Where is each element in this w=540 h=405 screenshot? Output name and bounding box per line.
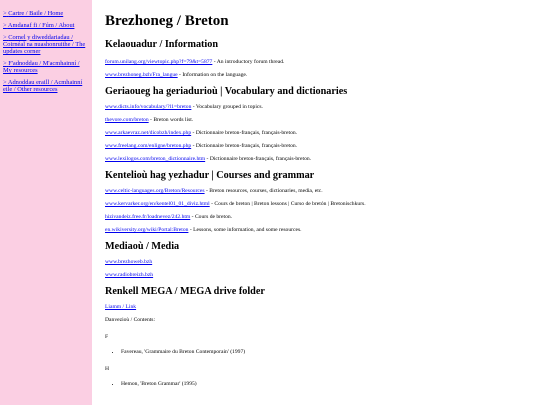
list-item [105,59,535,66]
sidebar-item-label: Cartre / Baile / Home [8,10,64,17]
resource-link[interactable]: www.lexilogos.com/breton_dictionnaire.htm [105,156,206,162]
arrow-icon: > [3,21,7,29]
resource-link[interactable]: thevore.com/breton [105,117,149,123]
arrow-icon: > [3,10,7,17]
mega-folder-link[interactable]: Liamm / Link [105,304,137,310]
sidebar-item-label: Adnoddau eraill / Acmhainní eile / Other resources [3,79,83,94]
resource-link[interactable]: www.brezhoneg.bzh/Fra_langue [105,72,178,78]
resource-link[interactable]: www.kervarker.org/en/kentel01_01_diviz.html [105,201,210,207]
resource-link[interactable]: www.freelang.com/enligne/breton.php [105,143,192,149]
page-title: Brezhoneg / Breton [105,13,229,29]
sidebar-item-updates[interactable] [3,34,92,56]
contents-list [105,349,535,356]
resource-description: - Information on the language. [177,72,248,78]
contents-label: Danvezioù / Contents: [105,317,156,323]
sidebar-nav [0,0,92,405]
resource-description: - Breton words list. [148,117,194,123]
main-content [105,0,535,388]
resource-link[interactable]: www.celtic-languages.org/Breton/Resources [105,188,205,194]
resource-link[interactable]: en.wikiversity.org/wiki/Portal:Breton [105,227,189,233]
list-item [105,259,535,266]
resource-description: - Vocabulary grouped in topics. [191,104,263,110]
section-heading-courses: Kentelioù hag yezhadur | Courses and grammar [105,170,315,181]
contents-list [105,381,535,388]
arrow-icon: > [3,33,7,41]
list-item [105,201,535,208]
resource-link[interactable]: www.dicts.info/vocabulary/?l1=breton [105,104,192,110]
list-item [105,130,535,137]
sidebar-item-other-resources[interactable] [3,79,92,94]
resource-link[interactable]: www.brezhoweb.bzh [105,259,153,265]
resource-description: - An introductory forum thread. [212,59,285,65]
list-item [105,117,535,124]
resource-description: - Dictionnaire breton-français, français-breton. [191,143,298,149]
sidebar-item-my-resources[interactable] [3,60,92,75]
list-item [105,272,535,279]
arrow-icon: > [3,59,7,67]
section-heading-media: Mediaoù / Media [105,241,180,252]
list-item: • Hemon, 'Breton Grammar' (1995) [121,381,535,388]
resource-description: - Dictionnaire breton-français, français-breton. [191,130,298,136]
sidebar-item-label: Amdanaf fi / Fúm / About [7,21,75,29]
list-item [105,72,535,79]
sidebar-item-about[interactable] [3,22,92,29]
group-letter: H [105,366,110,372]
resource-link[interactable]: forum.unilang.org/viewtopic.php?f=79&t=5877 [105,59,213,65]
resource-description: - Breton resources, courses, dictionaries, media, etc. [204,188,323,194]
resource-description: - Dictionnaire breton-français, français-breton. [205,156,312,162]
group-letter: F [105,334,109,340]
list-item [105,104,535,111]
sidebar-item-label: Cornel y diweddariadau / Coirnéal na nuashonruithe / The updates corner [3,33,86,56]
section-heading-mega: Renkell MEGA / MEGA drive folder [105,286,265,297]
list-item [105,156,535,163]
resource-description: - Lessons, some information, and some resources. [188,227,302,233]
section-heading-vocabulary: Geriaoueg ha geriadurioù | Vocabulary and dictionaries [105,86,348,97]
resource-description: - Cours de breton | Breton lessons | Curso de bretón | Bretonischkurs. [209,201,366,207]
sidebar-item-home[interactable] [3,10,92,17]
list-item [105,143,535,150]
section-heading-information: Kelaouadur / Information [105,39,219,50]
list-item [105,227,535,234]
list-item [105,188,535,195]
sidebar-item-label: F'adnoddau / M'acmhainní / My resources [3,59,80,75]
list-item: • Favereau, 'Grammaire du Breton Contemporain' (1997) [121,349,535,356]
resource-link[interactable]: www.arkaevraz.net/dicobzh/index.php [105,130,192,136]
arrow-icon: > [3,79,7,87]
list-item [105,214,535,221]
resource-link[interactable]: www.radiobreizh.bzh [105,272,154,278]
list-item [105,304,535,311]
resource-description: - Cours de breton. [190,214,233,220]
resource-link[interactable]: hizivandeiz.free.fr/loadnevez/242.htm [105,214,191,220]
